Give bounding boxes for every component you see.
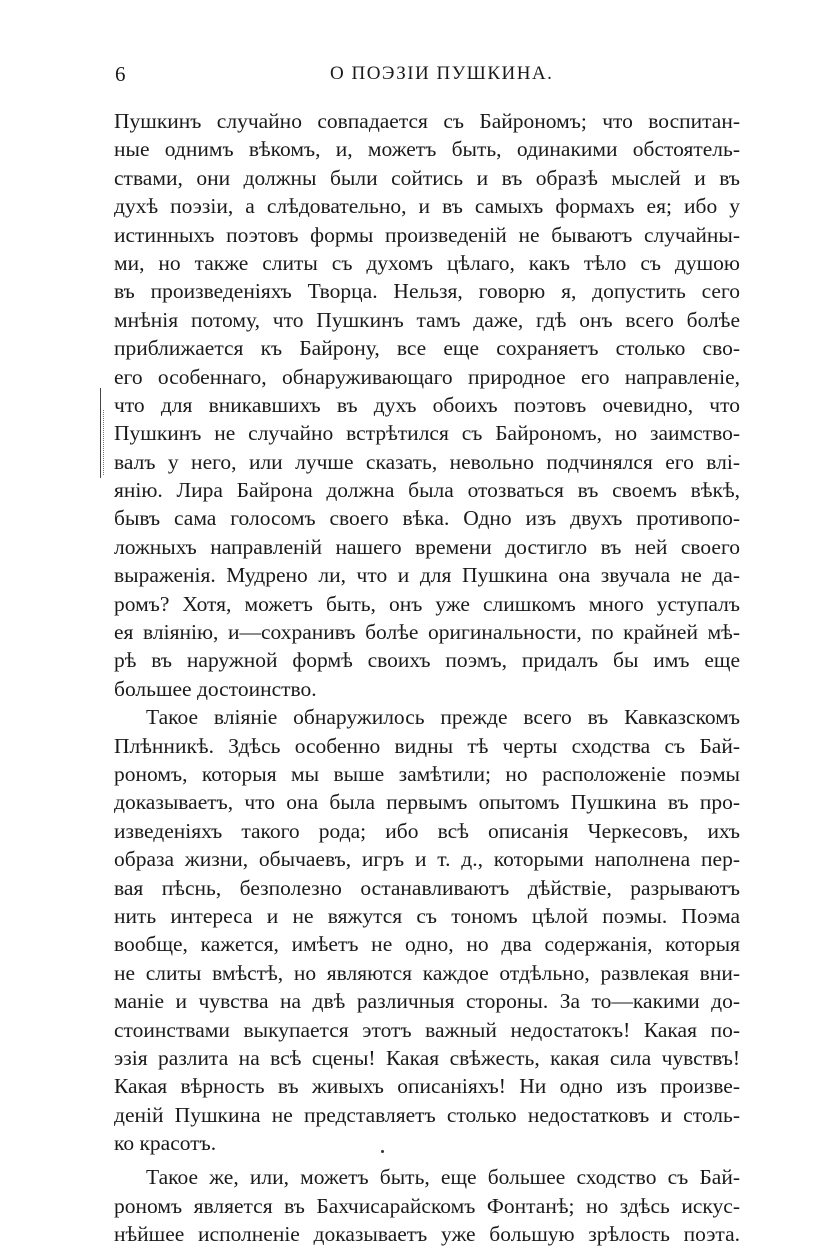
text-line: ея вліянію, и—сохранивъ болѣе оригинальности, по крайней мѣ- bbox=[114, 620, 740, 645]
text-line: янію. Лира Байрона должна была отозваться въ своемъ вѣкѣ, bbox=[114, 478, 740, 503]
text-line: рономъ является въ Бахчисарайскомъ Фонтанѣ; но здѣсь искус- bbox=[114, 1193, 740, 1218]
text-line: не слиты вмѣстѣ, но являются каждое отдѣльно, развлекая вни- bbox=[114, 960, 740, 985]
paragraph-3 bbox=[114, 1163, 740, 1248]
text-line: нить интереса и не вяжутся съ тономъ цѣлой поэмы. Поэма bbox=[114, 903, 740, 928]
text-line: образа жизни, обычаевъ, игръ и т. д., которыми наполнена пер- bbox=[114, 847, 740, 872]
text-line: Пушкинъ не случайно встрѣтился съ Байрономъ, но заимство- bbox=[114, 421, 740, 446]
text-line: ные однимъ вѣкомъ, и, можетъ быть, одинакими обстоятель- bbox=[114, 137, 740, 162]
margin-pencil-mark bbox=[100, 388, 102, 478]
text-line: большее достоинство. bbox=[114, 676, 317, 701]
text-line: истинныхъ поэтовъ формы произведеній не бываютъ случайны- bbox=[114, 222, 740, 247]
page-number: 6 bbox=[115, 62, 126, 86]
margin-dotted-mark bbox=[103, 410, 105, 475]
text-line: его особеннаго, обнаруживающаго природное его направленіе, bbox=[114, 364, 740, 389]
paragraph-1 bbox=[114, 107, 740, 703]
text-line: Такое же, или, можетъ быть, еще большее сходство съ Бай- bbox=[146, 1165, 740, 1190]
text-line: стоинствами выкупается этотъ важный недостатокъ! Какая по- bbox=[114, 1017, 740, 1042]
text-line: приближается къ Байрону, все еще сохраняетъ столько сво- bbox=[114, 336, 740, 361]
text-line: рѣ въ наружной формѣ своихъ поэмъ, придалъ бы имъ еще bbox=[114, 648, 740, 673]
text-line: рономъ, которыя мы выше замѣтили; но расположеніе поэмы bbox=[114, 761, 740, 786]
text-line: валъ у него, или лучше сказать, невольно подчинялся его влі- bbox=[114, 449, 740, 474]
text-line: деній Пушкина не представляетъ столько недостатковъ и столь- bbox=[114, 1102, 740, 1127]
paragraph-2 bbox=[114, 703, 740, 1157]
text-line: бывъ сама голосомъ своего вѣка. Одно изъ двухъ противопо- bbox=[114, 506, 740, 531]
text-line: выраженія. Мудрено ли, что и для Пушкина она звучала не да- bbox=[114, 563, 740, 588]
text-line: Плѣнникѣ. Здѣсь особенно видны тѣ черты сходства съ Бай- bbox=[114, 733, 740, 758]
text-line: духѣ поэзіи, а слѣдовательно, и въ самыхъ формахъ ея; ибо у bbox=[114, 194, 740, 219]
text-line: изведеніяхъ такого рода; ибо всѣ описанія Черкесовъ, ихъ bbox=[114, 818, 740, 843]
text-line: въ произведеніяхъ Творца. Нельзя, говорю я, допустить сего bbox=[114, 279, 740, 304]
text-line: ко красотъ. bbox=[114, 1131, 217, 1156]
text-line: что для вникавшихъ въ духъ обоихъ поэтовъ очевидно, что bbox=[114, 392, 740, 417]
text-line: Пушкинъ случайно совпадается съ Байрономъ; что воспитан- bbox=[114, 109, 740, 133]
text-line: ромъ? Хотя, можетъ быть, онъ уже слишкомъ много уступалъ bbox=[114, 591, 740, 616]
text-line: маніе и чувства на двѣ различныя стороны. За то—какими до- bbox=[114, 989, 740, 1014]
body-text bbox=[114, 107, 740, 1249]
text-line: нѣйшее исполненіе доказываетъ уже большую зрѣлость поэта. bbox=[114, 1222, 740, 1247]
text-line: вая пѣснь, безполезно останавливаютъ дѣйствіе, разрываютъ bbox=[114, 875, 740, 900]
text-line: ствами, они должны были сойтись и въ образѣ мыслей и въ bbox=[114, 165, 740, 190]
text-line: ложныхъ направленій нашего времени достигло въ ней своего bbox=[114, 534, 740, 559]
running-head: О ПОЭЗІИ ПУШКИНА. bbox=[330, 63, 554, 84]
text-line: мнѣнія потому, что Пушкинъ тамъ даже, гдѣ онъ всего болѣе bbox=[114, 307, 740, 332]
text-line: Такое вліяніе обнаружилось прежде всего въ Кавказскомъ bbox=[146, 705, 740, 730]
text-line: Какая вѣрность въ живыхъ описаніяхъ! Ни одно изъ произве- bbox=[114, 1074, 740, 1099]
text-line: доказываетъ, что она была первымъ опытомъ Пушкина въ про- bbox=[114, 790, 740, 815]
text-line: ми, но также слиты съ духомъ цѣлаго, какъ тѣло съ душою bbox=[114, 250, 740, 275]
page-speck bbox=[381, 1150, 384, 1153]
text-line: вообще, кажется, имѣетъ не одно, но два содержанія, которыя bbox=[114, 932, 740, 957]
text-line: эзія разлита на всѣ сцены! Какая свѣжесть, какая сила чувствъ! bbox=[114, 1045, 740, 1070]
